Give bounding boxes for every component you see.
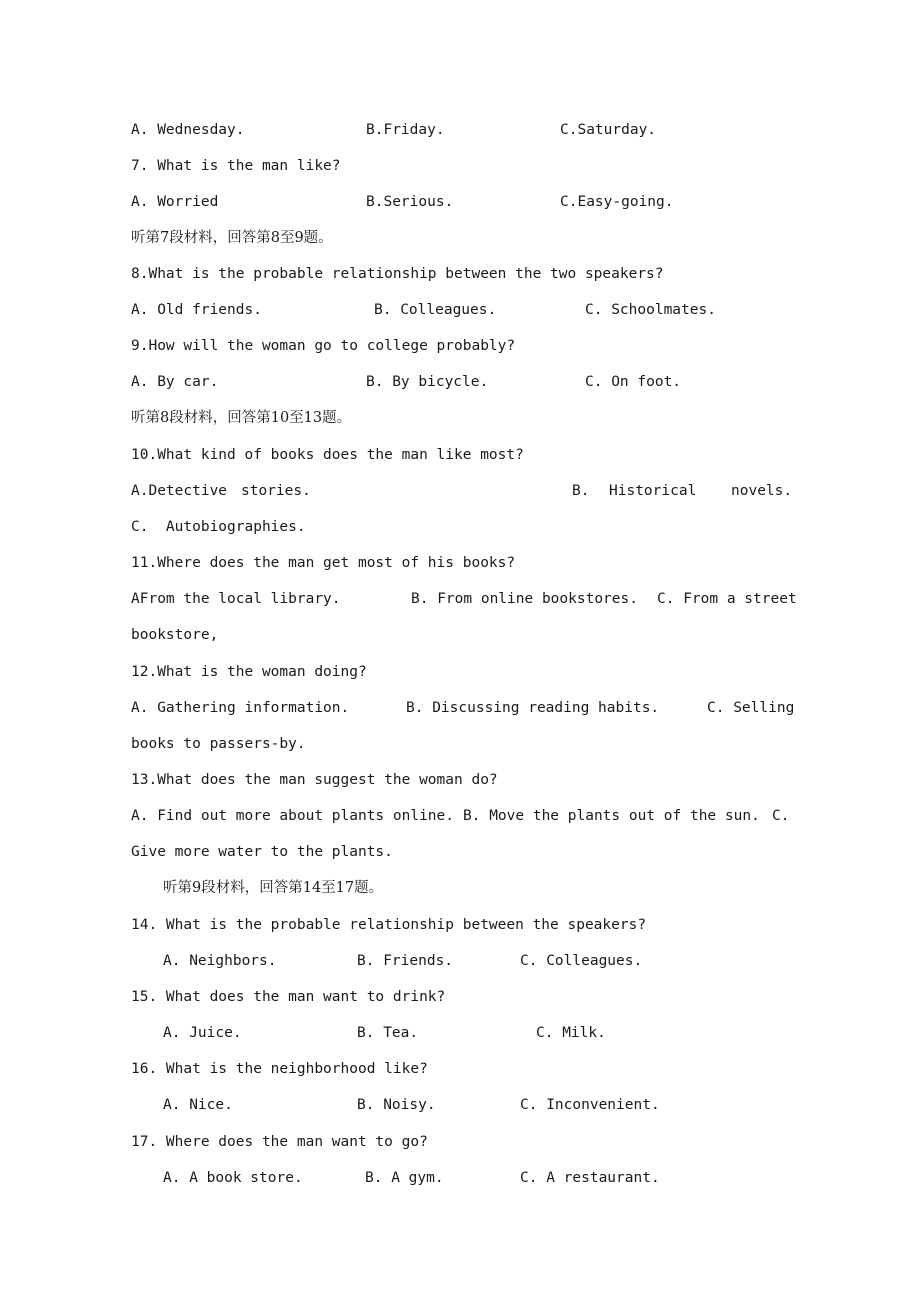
q15-question: 15. What does the man want to drink? [131, 989, 446, 1005]
q8-option-c: C. Schoolmates. [585, 302, 716, 318]
q13-option-c-continued: Give more water to the plants. [131, 844, 393, 860]
q17-option-c: C. A restaurant. [520, 1170, 660, 1186]
q16-option-a: A. Nice. [163, 1097, 233, 1113]
q14-option-c: C. Colleagues. [520, 953, 643, 969]
q13-option-a: A. Find out more about plants online. [131, 808, 455, 824]
q6-option-b: B.Friday. [366, 122, 445, 138]
section-8-heading: 听第8段材料，回答第10至13题。 [131, 410, 352, 426]
q11-options-line [131, 587, 797, 611]
q16-option-c: C. Inconvenient. [520, 1097, 660, 1113]
q11-option-c: C. From a street [657, 591, 797, 607]
q10-option-c: C. Autobiographies. [131, 519, 306, 535]
q15-options [163, 1021, 791, 1045]
q15-option-c: C. Milk. [536, 1025, 606, 1041]
q10-option-b-text: Historical [609, 483, 697, 499]
q9-question: 9.How will the woman go to college probably? [131, 338, 516, 354]
q10-option-a-text: stories. [241, 483, 311, 499]
q6-option-a: A. Wednesday. [131, 122, 245, 138]
q13-option-c-label: C. [772, 808, 790, 824]
q10-option-b-label: B. [572, 483, 590, 499]
section-9-heading: 听第9段材料，回答第14至17题。 [163, 880, 384, 896]
q17-option-a: A. A book store. [163, 1170, 303, 1186]
q10-option-a-label: A.Detective [131, 483, 228, 499]
q13-question: 13.What does the man suggest the woman do? [131, 772, 498, 788]
q7-option-b: B.Serious. [366, 194, 454, 210]
q9-options [131, 370, 791, 394]
q17-option-b: B. A gym. [365, 1170, 444, 1186]
q10-question: 10.What kind of books does the man like most? [131, 447, 524, 463]
q12-option-a: A. Gathering information. [131, 700, 350, 716]
q14-option-a: A. Neighbors. [163, 953, 277, 969]
q12-option-c-continued: books to passers-by. [131, 736, 306, 752]
q16-options [163, 1093, 791, 1117]
q13-options-line [131, 804, 791, 828]
q10-options-line [131, 479, 791, 503]
q6-options [131, 118, 791, 142]
q7-option-a: A. Worried [131, 194, 219, 210]
q12-option-c: C. Selling [707, 700, 795, 716]
q12-options-line [131, 696, 795, 720]
q11-option-c-continued: bookstore, [131, 627, 219, 643]
q8-option-b: B. Colleagues. [374, 302, 497, 318]
q8-options [131, 298, 791, 322]
q17-question: 17. Where does the man want to go? [131, 1134, 428, 1150]
q8-option-a: A. Old friends. [131, 302, 262, 318]
q14-question: 14. What is the probable relationship between the speakers? [131, 917, 647, 933]
q9-option-c: C. On foot. [585, 374, 682, 390]
q10-option-b-text-2: novels. [731, 483, 793, 499]
q15-option-a: A. Juice. [163, 1025, 242, 1041]
section-7-heading: 听第7段材料，回答第8至9题。 [131, 230, 333, 246]
q11-option-b: B. From online bookstores. [411, 591, 638, 607]
q14-option-b: B. Friends. [357, 953, 454, 969]
q7-question: 7. What is the man like? [131, 158, 341, 174]
q11-question: 11.Where does the man get most of his books? [131, 555, 516, 571]
q17-options [163, 1166, 791, 1190]
q12-question: 12.What is the woman doing? [131, 664, 367, 680]
q7-option-c: C.Easy-going. [560, 194, 674, 210]
q6-option-c: C.Saturday. [560, 122, 657, 138]
q15-option-b: B. Tea. [357, 1025, 419, 1041]
q14-options [163, 949, 791, 973]
q16-option-b: B. Noisy. [357, 1097, 436, 1113]
q8-question: 8.What is the probable relationship between the two speakers? [131, 266, 664, 282]
q16-question: 16. What is the neighborhood like? [131, 1061, 428, 1077]
q9-option-b: B. By bicycle. [366, 374, 489, 390]
q11-option-a: AFrom the local library. [131, 591, 341, 607]
q9-option-a: A. By car. [131, 374, 219, 390]
q12-option-b: B. Discussing reading habits. [406, 700, 660, 716]
q7-options [131, 190, 791, 214]
q13-option-b: B. Move the plants out of the sun. [463, 808, 760, 824]
